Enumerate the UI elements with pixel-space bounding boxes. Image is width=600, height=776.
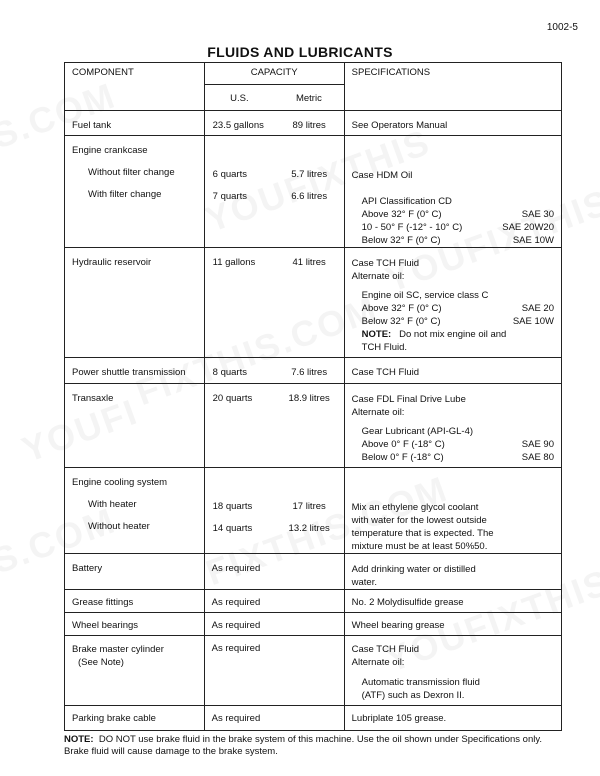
capacity-us: 14 quarts — [212, 523, 253, 534]
sub-component-label: With filter change — [88, 189, 162, 200]
spec-text: Alternate oil: — [351, 271, 405, 282]
spec-condition: 10 - 50° F (-12° - 10° C) — [361, 222, 463, 233]
spec-text: Automatic transmission fluid — [361, 677, 480, 688]
spec-grade: SAE 20W20 — [502, 222, 554, 233]
capacity-metric: 13.2 litres — [288, 523, 330, 534]
component-label: Engine cooling system — [72, 477, 168, 488]
table-header-row — [65, 63, 562, 111]
component-header: COMPONENT — [65, 63, 205, 111]
component-label: Fuel tank — [72, 120, 112, 131]
spec-text: (ATF) such as Dexron II. — [361, 690, 465, 701]
capacity-metric: 17 litres — [292, 501, 326, 512]
spec-text: mixture must be at least 50%50. — [351, 541, 488, 552]
spec-text: Case TCH Fluid — [351, 644, 420, 655]
table-row — [65, 136, 562, 248]
table-row — [65, 468, 562, 554]
spec-grade: SAE 90 — [521, 439, 554, 450]
spec-condition: Above 32° F (0° C) — [361, 303, 442, 314]
specifications-header: SPECIFICATIONS — [344, 63, 561, 111]
spec-text: No. 2 Molydisulfide grease — [351, 597, 464, 608]
capacity-title: CAPACITY — [250, 67, 298, 78]
capacity-us: 7 quarts — [212, 191, 247, 202]
component-note: (See Note) — [78, 657, 124, 668]
spec-text: Mix an ethylene glycol coolant — [351, 502, 479, 513]
table-row — [65, 706, 562, 731]
spec-text: Engine oil SC, service class C — [361, 290, 489, 301]
table-row — [65, 358, 562, 384]
spec-text: Add drinking water or distilled — [351, 564, 476, 575]
capacity-metric: 89 litres — [292, 120, 326, 131]
component-label: Grease fittings — [72, 597, 134, 608]
spec-text: Wheel bearing grease — [351, 620, 445, 631]
spec-grade: SAE 10W — [512, 235, 554, 246]
capacity-metric: 18.9 litres — [288, 393, 330, 404]
capacity-value: As required — [211, 620, 261, 631]
spec-text: Alternate oil: — [351, 657, 405, 668]
capacity-us: 11 gallons — [212, 257, 256, 268]
component-label: Hydraulic reservoir — [72, 257, 152, 268]
component-label: Power shuttle transmission — [72, 367, 186, 378]
spec-text: Lubriplate 105 grease. — [351, 713, 447, 724]
component-label: Transaxle — [72, 393, 114, 404]
spec-text: See Operators Manual — [351, 120, 448, 131]
spec-text: Case HDM Oil — [351, 170, 413, 181]
spec-condition: Above 32° F (0° C) — [361, 209, 442, 220]
spec-condition: Below 0° F (-18° C) — [361, 452, 444, 463]
capacity-metric: 6.6 litres — [291, 191, 328, 202]
spec-grade: SAE 80 — [521, 452, 554, 463]
capacity-us: 23.5 gallons — [212, 120, 264, 131]
capacity-us: 18 quarts — [212, 501, 253, 512]
note-text: TCH Fluid. — [361, 342, 408, 353]
capacity-metric: 5.7 litres — [291, 169, 328, 180]
us-header: U.S. — [230, 93, 249, 104]
capacity-value: As required — [211, 597, 261, 608]
page-number: 1002-5 — [546, 22, 578, 33]
footnote-label: NOTE: — [64, 734, 94, 745]
note-label: NOTE: — [361, 329, 392, 340]
capacity-us: 6 quarts — [212, 169, 247, 180]
footnote — [64, 734, 562, 758]
table-row — [65, 613, 562, 636]
spec-text: Case FDL Final Drive Lube — [351, 394, 466, 405]
table-row — [65, 590, 562, 613]
sub-component-label: Without filter change — [88, 167, 175, 178]
sub-component-label: Without heater — [88, 521, 150, 532]
capacity-metric: 7.6 litres — [291, 367, 328, 378]
capacity-value: As required — [211, 713, 261, 724]
capacity-value: As required — [211, 563, 261, 574]
component-label: Wheel bearings — [72, 620, 139, 631]
spec-text: with water for the lowest outside — [351, 515, 487, 526]
spec-text: Case TCH Fluid — [351, 258, 420, 269]
spec-text: Gear Lubricant (API-GL-4) — [361, 426, 474, 437]
spec-condition: Below 32° F (0° C) — [361, 235, 441, 246]
table-row — [65, 636, 562, 706]
table-row — [65, 384, 562, 468]
lubricants-table — [64, 62, 562, 731]
component-label: Engine crankcase — [72, 145, 148, 156]
capacity-header — [204, 63, 344, 111]
spec-text: Case TCH Fluid — [351, 367, 420, 378]
component-label: Battery — [72, 563, 103, 574]
note-text: Do not mix engine oil and — [399, 329, 507, 340]
spec-text: temperature that is expected. The — [351, 528, 494, 539]
spec-grade: SAE 30 — [521, 209, 554, 220]
footnote-text: DO NOT use brake fluid in the brake system of this machine. Use the oil shown under Specifications only. Brake fluid will cause damage to the brake system. — [64, 734, 543, 757]
spec-grade: SAE 20 — [521, 303, 554, 314]
spec-text: Alternate oil: — [351, 407, 405, 418]
spec-condition: Above 0° F (-18° C) — [361, 439, 445, 450]
page-title: FLUIDS AND LUBRICANTS — [207, 44, 393, 60]
capacity-metric: 41 litres — [292, 257, 326, 268]
component-label: Brake master cylinder — [72, 644, 164, 655]
metric-header: Metric — [295, 93, 322, 104]
spec-text: water. — [351, 577, 377, 588]
capacity-us: 20 quarts — [212, 393, 253, 404]
sub-component-label: With heater — [88, 499, 137, 510]
table-row — [65, 111, 562, 136]
capacity-us: 8 quarts — [212, 367, 247, 378]
component-label: Parking brake cable — [72, 713, 156, 724]
table-row — [65, 554, 562, 590]
table-row — [65, 248, 562, 358]
capacity-value: As required — [211, 643, 261, 654]
spec-grade: SAE 10W — [512, 316, 554, 327]
spec-text: API Classification CD — [361, 196, 452, 207]
spec-condition: Below 32° F (0° C) — [361, 316, 441, 327]
